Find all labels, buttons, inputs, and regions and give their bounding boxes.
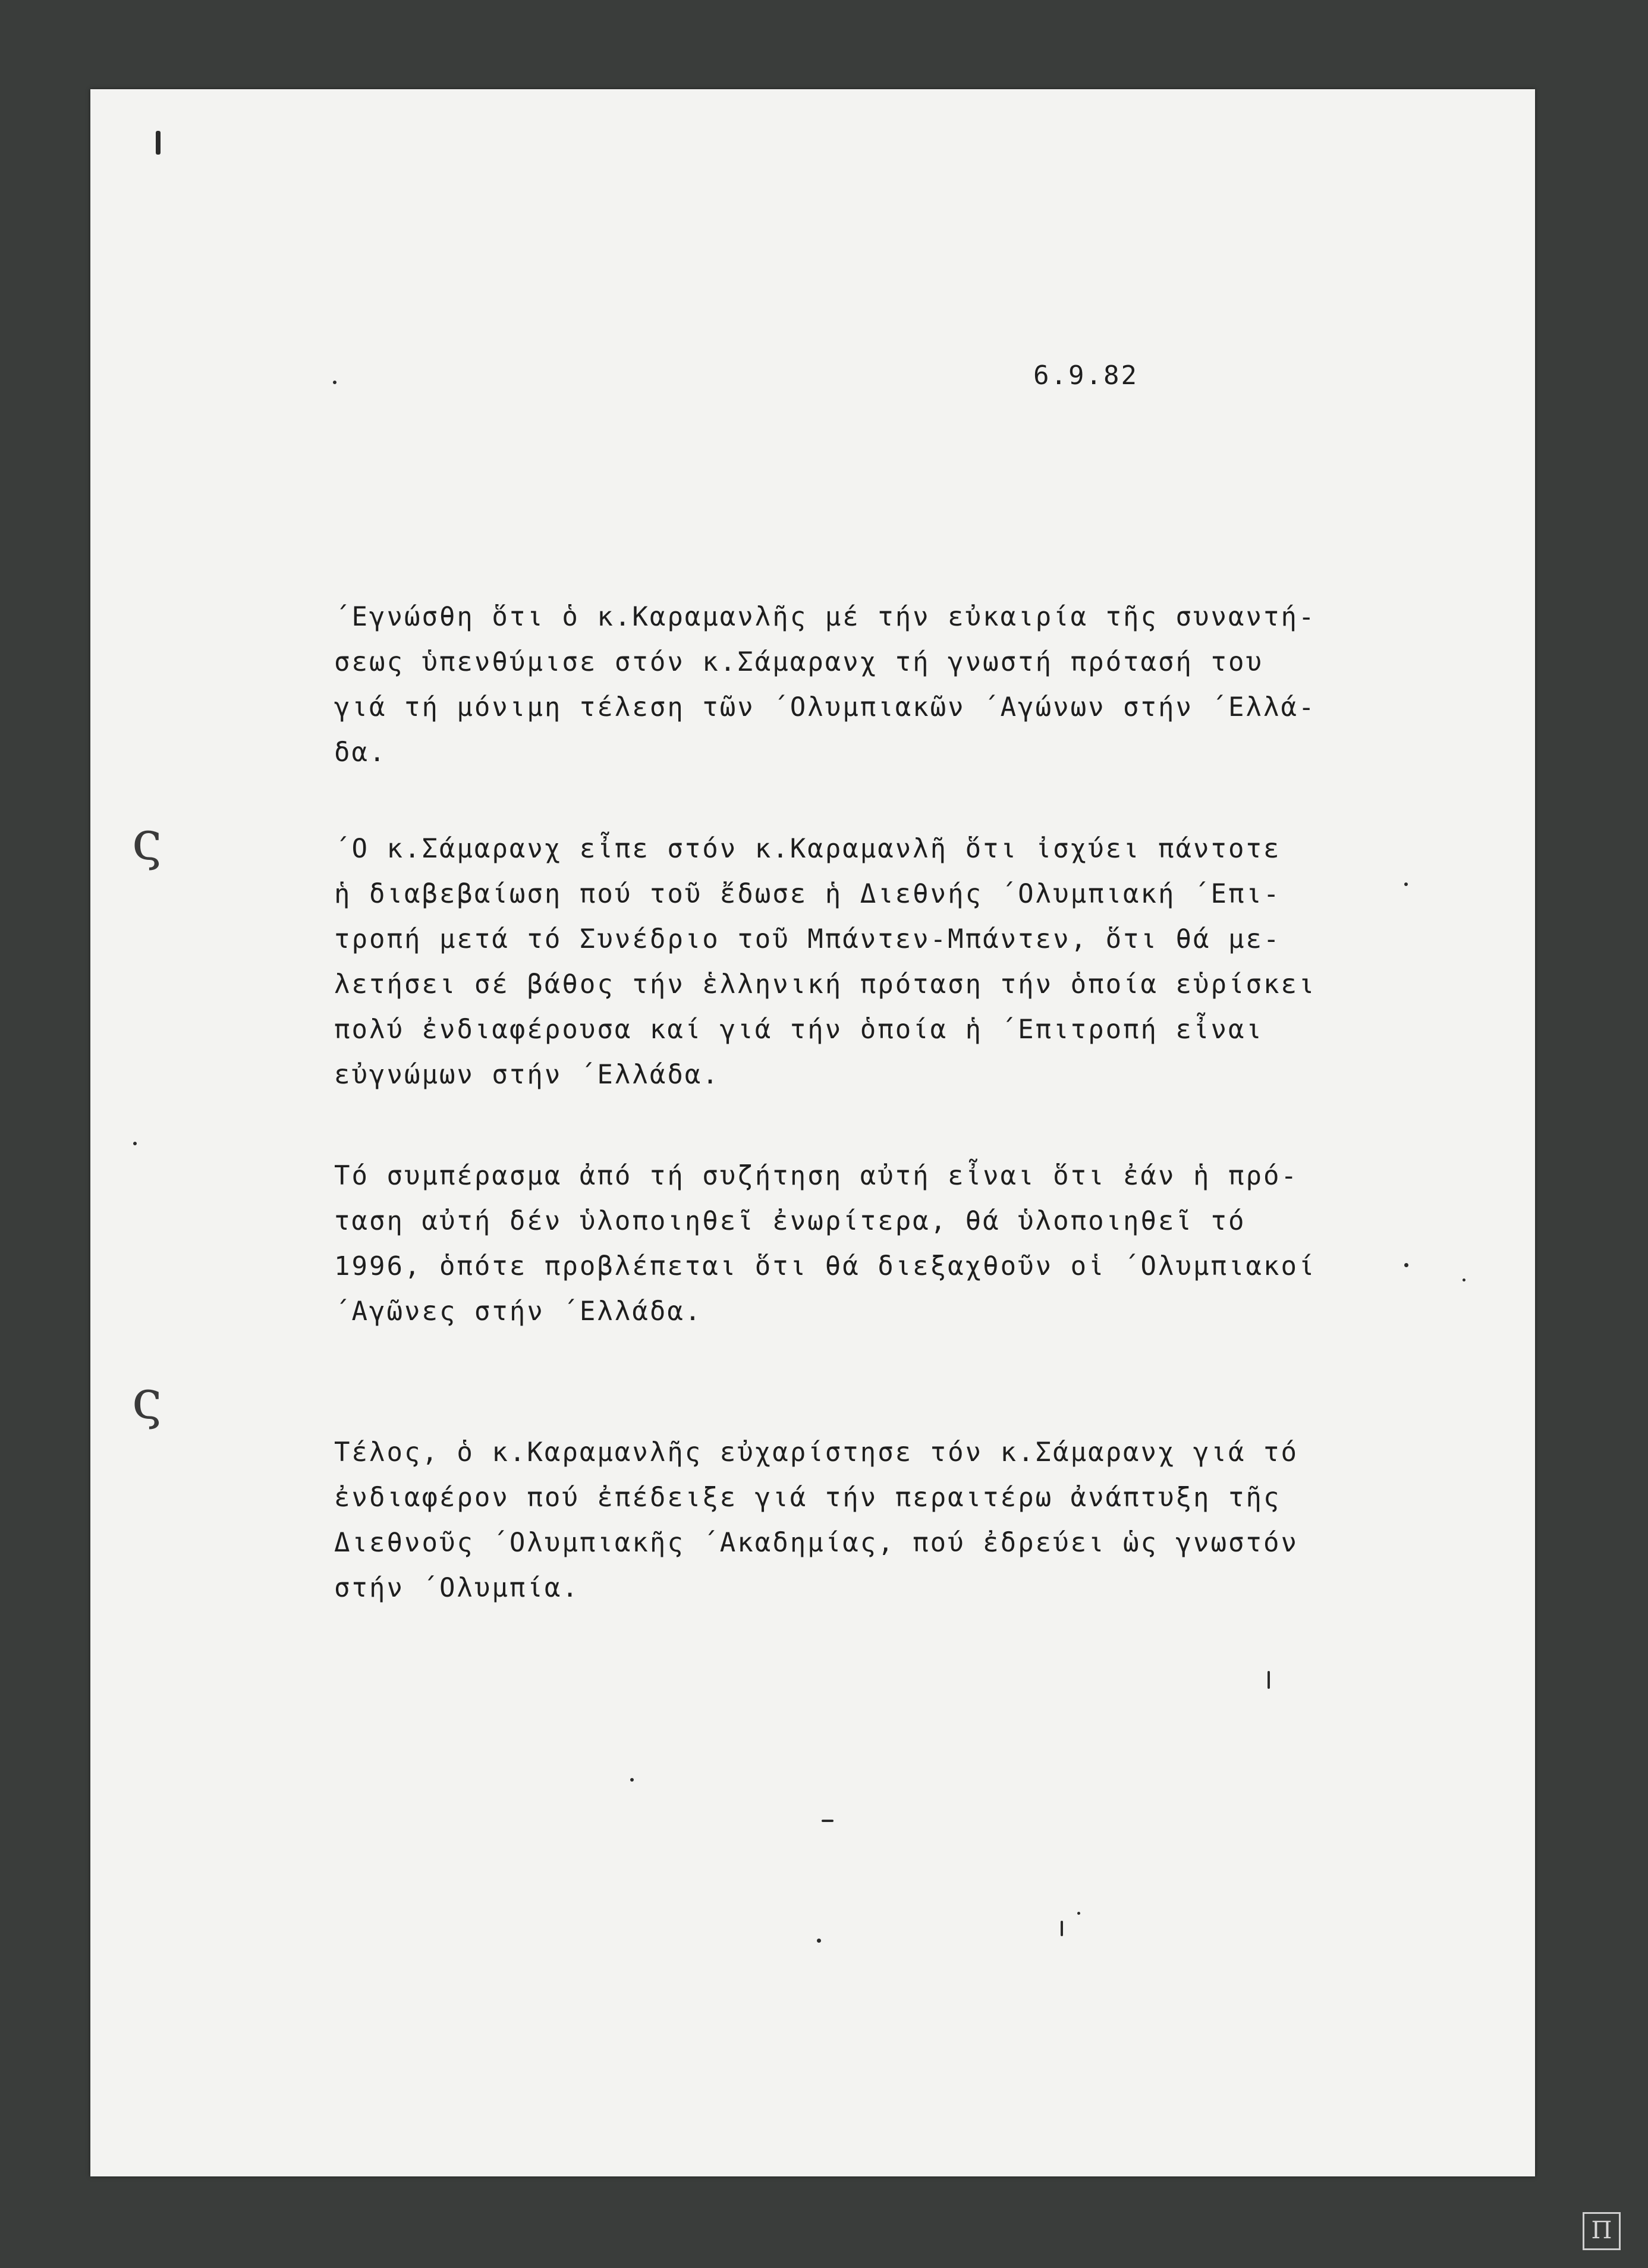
document-date: 6.9.82 (1033, 360, 1138, 391)
handwritten-margin-mark: ς (132, 1369, 162, 1431)
paper-speck (817, 1939, 821, 1943)
paragraph-line: τροπή μετά τό Συνέδριο τοῦ Μπάντεν-Μπάντεν, ὅτι θά με- (334, 924, 1281, 954)
paper-speck (133, 1142, 137, 1145)
handwritten-margin-mark: ς (132, 810, 162, 872)
paragraph-line: λετήσει σέ βάθος τήν ἑλληνική πρόταση τήν ὁποία εὑρίσκει (334, 969, 1316, 1000)
paper-speck (1404, 1263, 1408, 1267)
paper-speck (156, 131, 161, 155)
paragraph-line: ταση αὐτή δέν ὑλοποιηθεῖ ἐνωρίτερα, θά ὑλοποιηθεῖ τό (334, 1206, 1246, 1236)
paragraph-line: ἡ διαβεβαίωση πού τοῦ ἔδωσε ἡ Διεθνής ΄Ολυμπιακή ΄Επι- (334, 879, 1281, 909)
paper-speck (1268, 1671, 1270, 1689)
paragraph-2 (334, 827, 1316, 1098)
paragraph-3 (334, 1154, 1316, 1334)
paragraph-line: ἐνδιαφέρον πού ἐπέδειξε γιά τήν περαιτέρω ἀνάπτυξη τῆς (334, 1482, 1281, 1513)
document-page (90, 89, 1535, 2176)
paper-speck (822, 1820, 834, 1822)
paragraph-line: Τέλος, ὁ κ.Καραμανλῆς εὐχαρίστησε τόν κ.Σάμαρανχ γιά τό (334, 1437, 1298, 1468)
archive-stamp-icon: Π (1583, 2212, 1621, 2250)
paragraph-line: 1996, ὁπότε προβλέπεται ὅτι θά διεξαχθοῦν οἱ ΄Ολυμπιακοί (334, 1251, 1316, 1281)
paragraph-4 (334, 1430, 1298, 1611)
paper-speck (1061, 1921, 1063, 1936)
paragraph-line: πολύ ἐνδιαφέρουσα καί γιά τήν ὁποία ἡ ΄Επιτροπή εἶναι (334, 1014, 1263, 1045)
paragraph-line: ΄Ο κ.Σάμαρανχ εἶπε στόν κ.Καραμανλῆ ὅτι ἰσχύει πάντοτε (334, 834, 1281, 864)
paper-speck (1463, 1279, 1465, 1281)
paragraph-line: ΄Αγῶνες στήν ΄Ελλάδα. (334, 1296, 703, 1327)
paper-speck (630, 1778, 634, 1782)
paragraph-1 (334, 595, 1316, 775)
paragraph-line: γιά τή μόνιμη τέλεση τῶν ΄Ολυμπιακῶν ΄Αγώνων στήν ΄Ελλά- (334, 692, 1316, 723)
paper-speck (1077, 1912, 1080, 1915)
paragraph-line: δα. (334, 737, 387, 768)
paragraph-line: σεως ὑπενθύμισε στόν κ.Σάμαρανχ τή γνωστή πρότασή του (334, 647, 1263, 677)
paragraph-line: Τό συμπέρασμα ἀπό τή συζήτηση αὐτή εἶναι ὅτι ἐάν ἡ πρό- (334, 1161, 1298, 1191)
paper-speck (333, 381, 336, 384)
paragraph-line: στήν ΄Ολυμπία. (334, 1573, 580, 1603)
paper-speck (1404, 882, 1408, 886)
paragraph-line: εὐγνώμων στήν ΄Ελλάδα. (334, 1060, 720, 1090)
paragraph-line: Διεθνοῦς ΄Ολυμπιακῆς ΄Ακαδημίας, πού ἐδρεύει ὡς γνωστόν (334, 1528, 1298, 1558)
paragraph-line: ΄Εγνώσθη ὅτι ὁ κ.Καραμανλῆς μέ τήν εὐκαιρία τῆς συναντή- (334, 602, 1316, 632)
